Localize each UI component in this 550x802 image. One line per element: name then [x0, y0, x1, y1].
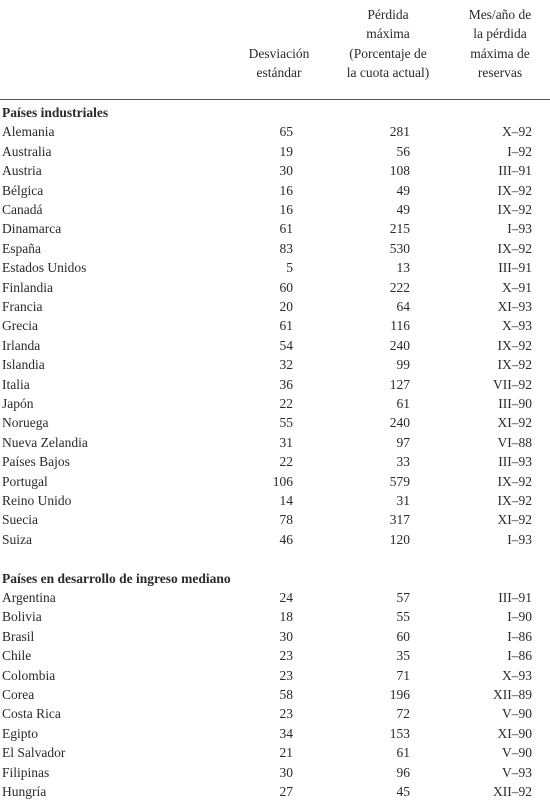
- section-title-text: Países industriales: [2, 105, 109, 120]
- table-row: [0, 666, 550, 685]
- desviacion-cell: 18: [279, 609, 293, 625]
- header-line: (Porcentaje de: [349, 45, 427, 61]
- desviacion-cell: 27: [279, 784, 293, 799]
- perdida-cell: 97: [396, 434, 410, 450]
- mes-cell: XII–92: [493, 784, 532, 799]
- country-cell: Chile: [2, 648, 32, 664]
- desviacion-cell: 30: [279, 764, 293, 780]
- header-line: Desviación: [248, 46, 310, 61]
- table-row: [0, 510, 550, 529]
- perdida-cell: 127: [389, 376, 410, 392]
- table-row: [0, 122, 550, 141]
- mes-cell: VII–92: [493, 376, 532, 392]
- mes-cell: IX–92: [497, 473, 532, 489]
- country-cell: Costa Rica: [2, 706, 61, 722]
- table-row: [0, 646, 550, 665]
- desviacion-cell: 23: [279, 667, 293, 683]
- perdida-cell: 240: [389, 415, 410, 431]
- header-mes-ano: [450, 5, 550, 83]
- table-row: [0, 239, 550, 258]
- mes-cell: III–93: [498, 454, 532, 470]
- table-row: [0, 200, 550, 219]
- mes-cell: I–86: [507, 628, 532, 644]
- perdida-cell: 60: [396, 628, 410, 644]
- mes-cell: I–92: [507, 143, 532, 159]
- table-row: [0, 491, 550, 510]
- mes-cell: III–91: [498, 260, 532, 276]
- country-cell: Finlandia: [2, 279, 53, 295]
- mes-cell: X–93: [502, 318, 532, 334]
- desviacion-cell: 24: [279, 590, 293, 605]
- perdida-cell: 317: [389, 512, 410, 528]
- perdida-cell: 222: [389, 279, 410, 295]
- desviacion-cell: 30: [279, 163, 293, 179]
- mes-cell: I–93: [507, 221, 532, 237]
- table-row: [0, 724, 550, 743]
- header-line: la cuota actual): [346, 65, 430, 81]
- mes-cell: XI–90: [497, 725, 532, 741]
- desviacion-cell: 46: [279, 531, 293, 547]
- mes-cell: IX–92: [497, 202, 532, 217]
- desviacion-cell: 21: [279, 745, 293, 761]
- perdida-cell: 33: [396, 454, 410, 470]
- mes-cell: IX–92: [497, 357, 532, 373]
- table-row: [0, 530, 550, 549]
- table-row: [0, 278, 550, 297]
- perdida-cell: 35: [396, 648, 410, 664]
- table-row: [0, 258, 550, 277]
- desviacion-cell: 32: [279, 357, 293, 373]
- table-row: [0, 394, 550, 413]
- perdida-cell: 108: [389, 163, 410, 179]
- mes-cell: I–90: [507, 609, 532, 625]
- desviacion-cell: 19: [279, 143, 293, 159]
- country-cell: Suecia: [2, 512, 38, 528]
- section-title: [0, 103, 550, 122]
- mes-cell: VI–88: [497, 434, 532, 450]
- header-perdida-maxima: [332, 5, 444, 83]
- perdida-cell: 579: [389, 473, 410, 489]
- perdida-cell: 45: [396, 784, 410, 799]
- table-row: [0, 763, 550, 782]
- header-line: Mes/año de: [468, 7, 532, 22]
- mes-cell: XI–93: [497, 299, 532, 314]
- country-cell: Bélgica: [2, 182, 44, 198]
- table-row: [0, 472, 550, 491]
- mes-cell: IX–92: [497, 182, 532, 198]
- perdida-cell: 196: [389, 687, 410, 702]
- mes-cell: XI–92: [497, 512, 532, 528]
- table-row: [0, 316, 550, 335]
- country-cell: Países Bajos: [2, 454, 70, 470]
- table-row: [0, 375, 550, 394]
- country-cell: Filipinas: [2, 764, 50, 780]
- table-row: [0, 685, 550, 704]
- country-cell: Argentina: [2, 590, 56, 605]
- desviacion-cell: 65: [279, 124, 293, 140]
- header-line: máxima: [366, 26, 410, 42]
- perdida-cell: 71: [396, 667, 410, 683]
- mes-cell: IX–92: [497, 337, 532, 353]
- country-cell: Brasil: [2, 628, 35, 644]
- desviacion-cell: 22: [279, 396, 293, 411]
- perdida-cell: 13: [396, 260, 410, 276]
- country-cell: Portugal: [2, 473, 48, 489]
- desviacion-cell: 31: [279, 434, 293, 450]
- table-row: [0, 627, 550, 646]
- section-title-text: Países en desarrollo de ingreso mediano: [2, 570, 231, 586]
- mes-cell: I–86: [507, 648, 532, 664]
- mes-cell: XII–89: [493, 687, 532, 702]
- country-cell: Nueva Zelandia: [2, 434, 88, 450]
- desviacion-cell: 23: [279, 648, 293, 664]
- country-cell: Corea: [2, 687, 35, 702]
- perdida-cell: 240: [389, 337, 410, 353]
- table-row: [0, 607, 550, 626]
- desviacion-cell: 23: [279, 706, 293, 722]
- country-cell: Egipto: [2, 725, 38, 741]
- desviacion-cell: 22: [279, 454, 293, 470]
- table-row: [0, 782, 550, 801]
- perdida-cell: 57: [396, 590, 410, 605]
- country-cell: El Salvador: [2, 745, 66, 761]
- table-row: [0, 588, 550, 607]
- desviacion-cell: 83: [279, 240, 293, 256]
- section-title: [0, 569, 550, 588]
- perdida-cell: 55: [396, 609, 410, 625]
- perdida-cell: 61: [396, 745, 410, 761]
- perdida-cell: 49: [396, 182, 410, 198]
- country-cell: Irlanda: [2, 337, 41, 353]
- desviacion-cell: 20: [279, 299, 293, 314]
- table-row: [0, 704, 550, 723]
- desviacion-cell: 55: [279, 415, 293, 431]
- country-cell: Estados Unidos: [2, 260, 87, 276]
- country-cell: Francia: [2, 299, 43, 314]
- country-cell: Islandia: [2, 357, 45, 373]
- country-cell: Alemania: [2, 124, 55, 140]
- perdida-cell: 99: [396, 357, 410, 373]
- table-row: [0, 452, 550, 471]
- desviacion-cell: 30: [279, 628, 293, 644]
- country-cell: Australia: [2, 143, 52, 159]
- perdida-cell: 530: [389, 240, 410, 256]
- mes-cell: X–91: [502, 279, 532, 295]
- mes-cell: V–90: [502, 745, 532, 761]
- table-row: [0, 743, 550, 762]
- table-row: [0, 336, 550, 355]
- country-cell: Suiza: [2, 531, 32, 547]
- mes-cell: XI–92: [497, 415, 532, 431]
- mes-cell: III–91: [498, 590, 532, 605]
- country-cell: Noruega: [2, 415, 49, 431]
- country-cell: Hungría: [2, 784, 47, 799]
- country-cell: Canadá: [2, 202, 43, 217]
- desviacion-cell: 78: [279, 512, 293, 528]
- mes-cell: V–90: [502, 706, 532, 722]
- country-cell: Grecia: [2, 318, 38, 334]
- country-cell: Reino Unido: [2, 493, 72, 508]
- desviacion-cell: 34: [279, 725, 293, 741]
- table-row: [0, 161, 550, 180]
- mes-cell: X–92: [502, 124, 532, 140]
- perdida-cell: 72: [396, 706, 410, 722]
- mes-cell: I–93: [507, 531, 532, 547]
- table-row: [0, 219, 550, 238]
- perdida-cell: 56: [396, 143, 410, 159]
- header-line: máxima de: [470, 45, 530, 61]
- header-rule: [0, 99, 550, 100]
- perdida-cell: 61: [396, 396, 410, 411]
- mes-cell: III–90: [498, 396, 532, 411]
- desviacion-cell: 5: [286, 260, 293, 276]
- table-row: [0, 355, 550, 374]
- header-line: Pérdida: [367, 7, 409, 22]
- perdida-cell: 49: [396, 202, 410, 217]
- desviacion-cell: 36: [279, 376, 293, 392]
- country-cell: Bolivia: [2, 609, 42, 625]
- perdida-cell: 281: [389, 124, 410, 140]
- header-line: la pérdida: [473, 26, 527, 42]
- perdida-cell: 31: [396, 493, 410, 508]
- perdida-cell: 153: [389, 725, 410, 741]
- perdida-cell: 64: [396, 299, 410, 314]
- desviacion-cell: 14: [279, 493, 293, 508]
- country-cell: Dinamarca: [2, 221, 62, 237]
- desviacion-cell: 58: [279, 687, 293, 702]
- perdida-cell: 120: [389, 531, 410, 547]
- desviacion-cell: 54: [279, 337, 293, 353]
- mes-cell: X–93: [502, 667, 532, 683]
- table-row: [0, 413, 550, 432]
- perdida-cell: 215: [389, 221, 410, 237]
- desviacion-cell: 16: [279, 182, 293, 198]
- desviacion-cell: 61: [279, 221, 293, 237]
- country-cell: Austria: [2, 163, 42, 179]
- desviacion-cell: 16: [279, 202, 293, 217]
- table-row: [0, 142, 550, 161]
- perdida-cell: 96: [396, 764, 410, 780]
- country-cell: Japón: [2, 396, 34, 411]
- header-desviacion-estandar: [234, 44, 324, 83]
- mes-cell: V–93: [502, 764, 532, 780]
- country-cell: Italia: [2, 376, 30, 392]
- desviacion-cell: 61: [279, 318, 293, 334]
- table-row: [0, 181, 550, 200]
- table-row: [0, 433, 550, 452]
- country-cell: Colombia: [2, 667, 56, 683]
- perdida-cell: 116: [390, 318, 410, 334]
- desviacion-cell: 60: [279, 279, 293, 295]
- mes-cell: IX–92: [497, 240, 532, 256]
- table-row: [0, 297, 550, 316]
- country-cell: España: [2, 240, 41, 256]
- mes-cell: IX–92: [497, 493, 532, 508]
- header-line: estándar: [256, 65, 302, 81]
- desviacion-cell: 106: [272, 473, 293, 489]
- mes-cell: III–91: [498, 163, 532, 179]
- header-line: reservas: [477, 65, 523, 81]
